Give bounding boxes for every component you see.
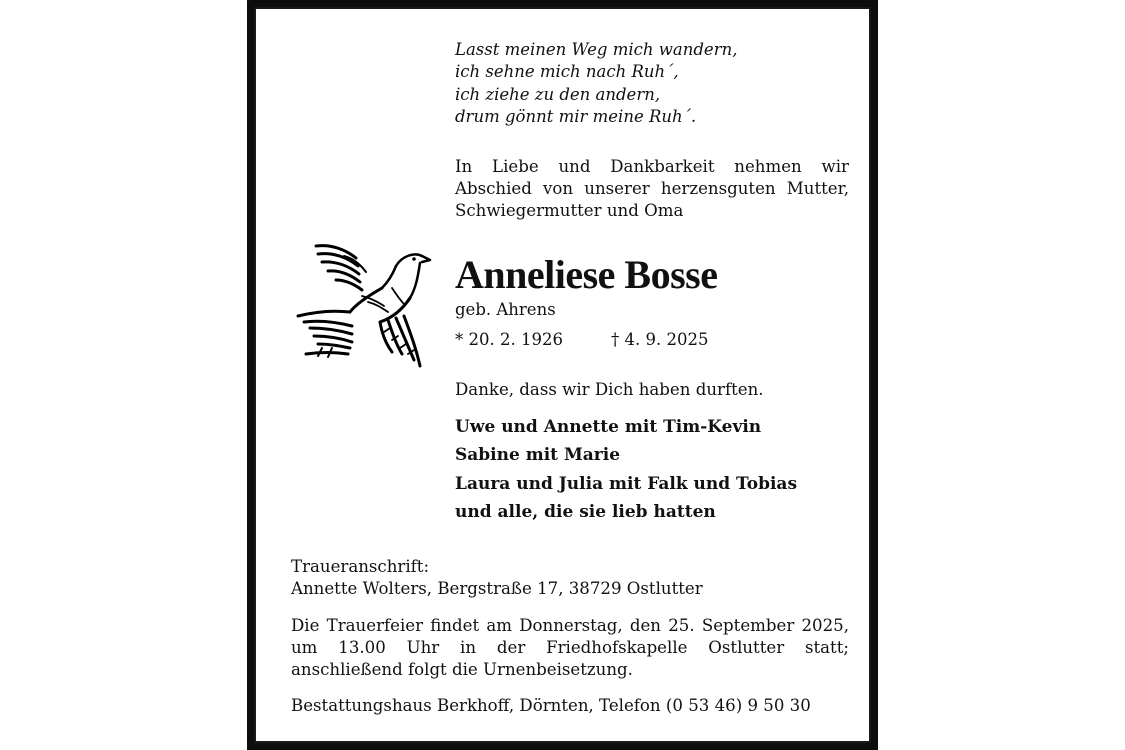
undertaker-info: Bestattungshaus Berkhoff, Dörnten, Telefon (0 53 46) 9 50 30 [291, 696, 811, 715]
mourner-line: Sabine mit Marie [455, 445, 621, 466]
thanks-line: Danke, dass wir Dich haben durften. [455, 380, 764, 399]
mourning-address [291, 556, 851, 600]
service-info: Die Trauerfeier findet am Donnerstag, den 25. September 2025, um 13.00 Uhr in der Friedhofskapelle Ostlutter statt; anschließend folgt die Urnenbeisetzung. [291, 616, 849, 679]
poem-line: ich sehne mich nach Ruh´, [455, 62, 679, 82]
address-label: Traueranschrift: [291, 557, 430, 576]
birth-date: * 20. 2. 1926 [455, 330, 563, 349]
deceased-name: Anneliese Bosse [455, 252, 718, 297]
dove-icon [292, 236, 438, 376]
mourner-line: Laura und Julia mit Falk und Tobias [455, 473, 798, 494]
maiden-name: geb. Ahrens [455, 300, 556, 319]
address-value: Annette Wolters, Bergstraße 17, 38729 Ostlutter [291, 579, 703, 598]
poem-line: ich ziehe zu den andern, [455, 84, 661, 104]
death-date: † 4. 9. 2025 [611, 330, 709, 349]
intro-text: In Liebe und Dankbarkeit nehmen wir Abschied von unserer herzensguten Mutter, Schwiegermutter und Oma [455, 157, 849, 220]
poem-line: Lasst meinen Weg mich wandern, [455, 40, 738, 59]
mourner-line: und alle, die sie lieb hatten [455, 501, 716, 522]
mourner-line: Uwe und Annette mit Tim-Kevin [455, 417, 762, 437]
mourners-list [455, 413, 797, 526]
poem [455, 39, 855, 128]
poem-line: drum gönnt mir meine Ruh´. [455, 106, 697, 126]
notice-frame [247, 0, 878, 750]
notice-paper [254, 7, 871, 743]
